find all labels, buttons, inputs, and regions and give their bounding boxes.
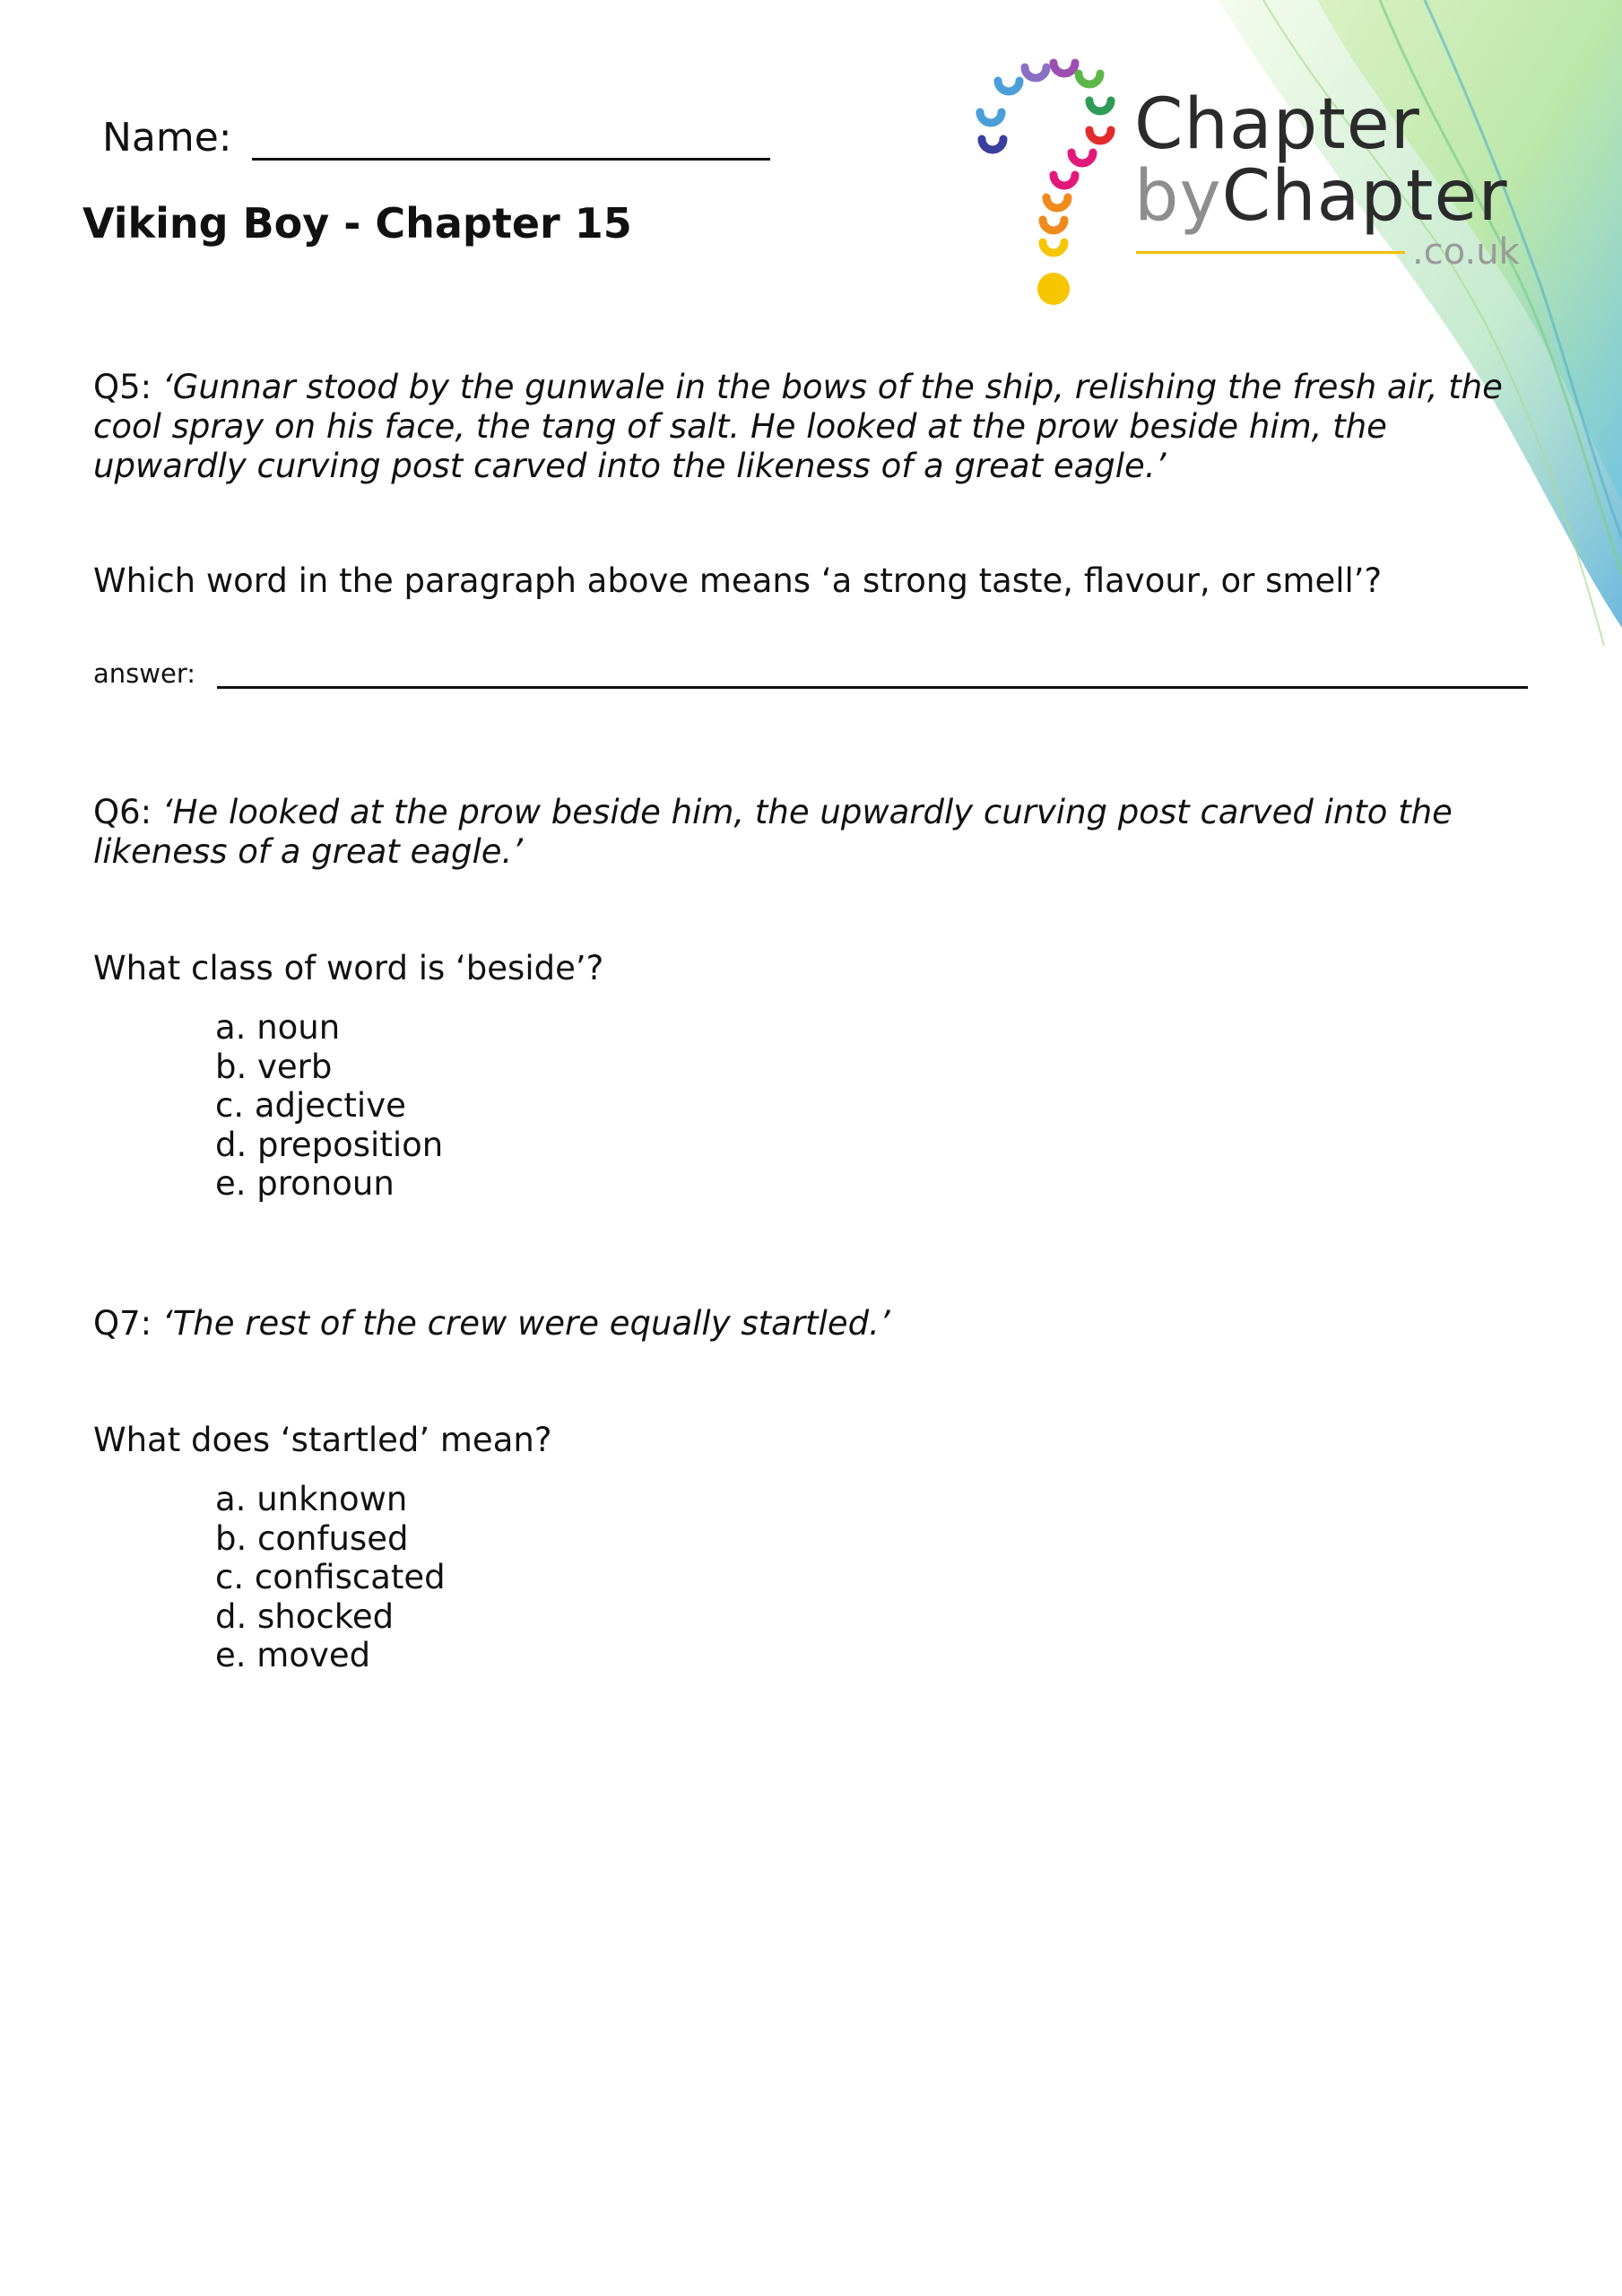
q7-option-d[interactable]: d. shocked	[215, 1596, 395, 1636]
name-line[interactable]	[252, 115, 770, 161]
q7-option-e[interactable]: e. moved	[215, 1636, 371, 1674]
q6-option-c[interactable]: c. adjective	[215, 1086, 406, 1125]
q5-label: Q5:	[93, 368, 152, 406]
logo-text-line1: Chapter	[1134, 84, 1420, 165]
q7-passage	[93, 1304, 1546, 1344]
page-title: Viking Boy - Chapter 15	[82, 199, 632, 248]
q6-option-e[interactable]: e. pronoun	[215, 1164, 395, 1203]
logo-underline	[1136, 251, 1405, 254]
q7-label: Q7:	[93, 1304, 152, 1343]
q7-option-a[interactable]: a. unknown	[215, 1480, 408, 1518]
q6-passage	[93, 793, 1546, 872]
q5-answer-line[interactable]	[217, 661, 1528, 689]
q7-options	[215, 1480, 446, 1675]
logo-question-mark-icon	[964, 54, 1134, 314]
logo-text-by: by	[1134, 156, 1222, 237]
q6-options	[215, 1008, 443, 1204]
q7-quote: ‘The rest of the crew were equally startled.’	[161, 1304, 890, 1343]
q6-option-a[interactable]: a. noun	[215, 1008, 341, 1047]
q6-label: Q6:	[93, 793, 152, 831]
q5-question: Which word in the paragraph above means ‘a strong taste, flavour, or smell’?	[93, 561, 1383, 600]
logo-domain: .co.uk	[1412, 231, 1520, 273]
q6-option-b[interactable]: b. verb	[215, 1047, 333, 1086]
q5-quote: ‘Gunnar stood by the gunwale in the bows of the ship, relishing the fresh air, the cool spray on his face, the tang of salt. He looked at the prow beside him, the upwardly curving post carved into the likeness of a great eagle.’	[93, 368, 1503, 485]
q5-answer-field[interactable]	[93, 658, 1528, 689]
q5-passage	[93, 368, 1546, 486]
q6-question: What class of word is ‘beside’?	[93, 949, 604, 987]
logo	[964, 54, 1538, 314]
logo-text-chapter: Chapter	[1221, 156, 1508, 237]
q6-quote: ‘He looked at the prow beside him, the upwardly curving post carved into the likeness of a great eagle.’	[93, 793, 1453, 871]
q7-option-c[interactable]: c. confiscated	[215, 1558, 446, 1596]
q5-answer-label: answer:	[93, 658, 196, 689]
q6-option-d[interactable]: d. preposition	[215, 1125, 444, 1164]
q7-question: What does ‘startled’ mean?	[93, 1421, 552, 1459]
name-label: Name:	[102, 115, 232, 161]
name-field[interactable]	[102, 115, 770, 161]
q7-option-b[interactable]: b. confused	[215, 1518, 409, 1558]
